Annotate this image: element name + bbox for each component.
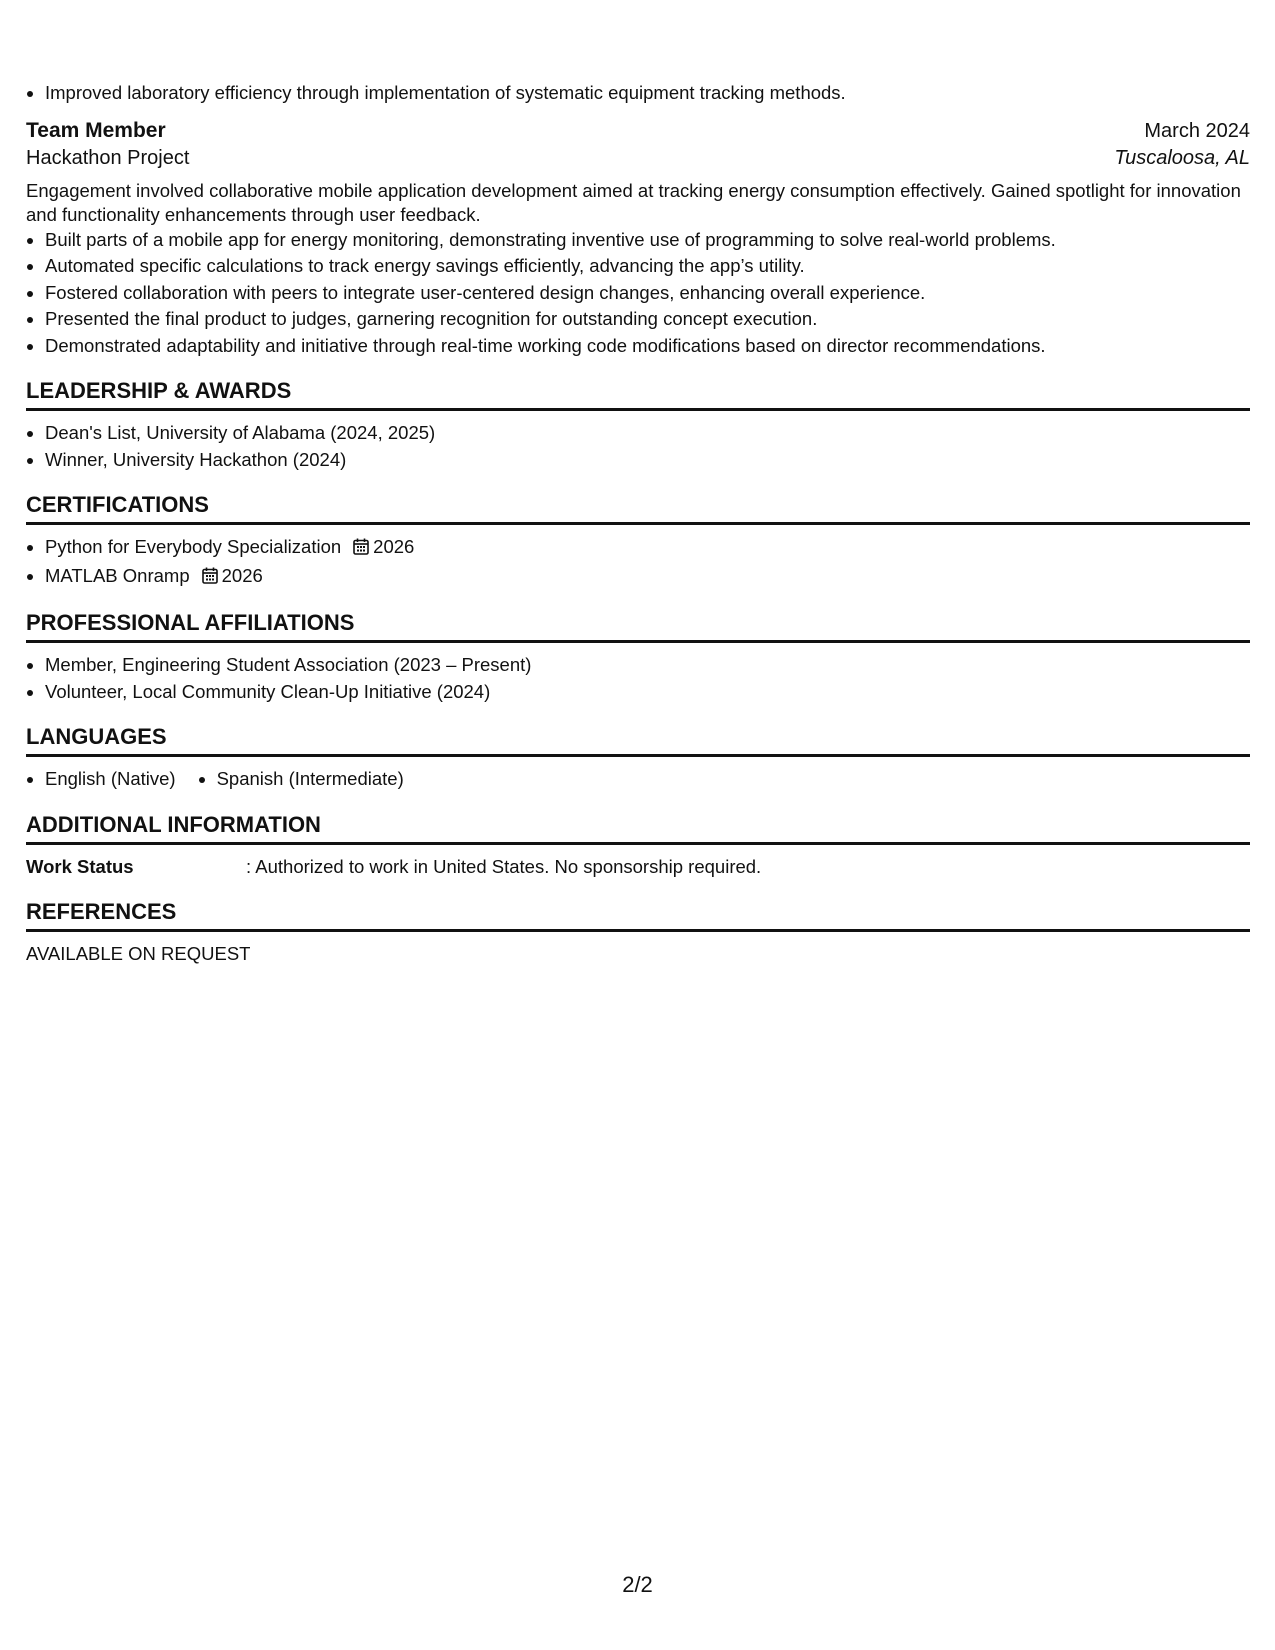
affiliations-list: [26, 652, 1250, 705]
section-heading-certifications: CERTIFICATIONS: [26, 492, 1250, 525]
list-item: Volunteer, Local Community Clean-Up Initiative (2024): [26, 679, 1250, 706]
leadership-list: [26, 420, 1250, 473]
job-location: Tuscaloosa, AL: [1114, 146, 1250, 169]
certification-name: MATLAB Onramp: [45, 564, 190, 586]
list-item: Improved laboratory efficiency through implementation of systematic equipment tracking methods.: [26, 80, 1250, 107]
calendar-icon: [202, 565, 218, 592]
certification-item: [26, 563, 1250, 592]
previous-job-bullets: [26, 80, 1250, 107]
job-subheader: [26, 147, 1250, 170]
list-item: Demonstrated adaptability and initiative through real-time working code modifications based on director recommendations.: [26, 333, 1250, 360]
list-item: Built parts of a mobile app for energy monitoring, demonstrating inventive use of programming to solve real-world problems.: [26, 227, 1250, 254]
section-heading-affiliations: PROFESSIONAL AFFILIATIONS: [26, 610, 1250, 643]
section-heading-languages: LANGUAGES: [26, 724, 1250, 757]
job-date: March 2024: [1144, 119, 1250, 142]
work-status-row: [26, 854, 1250, 880]
resume-page: [26, 80, 1250, 967]
certification-year: 2026: [221, 564, 263, 586]
list-item: Automated specific calculations to track energy savings efficiently, advancing the app’s utility.: [26, 253, 1250, 280]
languages-list: [26, 766, 1250, 793]
job-description: Engagement involved collaborative mobile application development aimed at tracking energy consumption effectively. Gained spotlight for innovation and functionality enhancements through user feedback.: [26, 179, 1241, 225]
certification-item: [26, 534, 1250, 563]
job-organization: Hackathon Project: [26, 146, 190, 169]
list-item: Winner, University Hackathon (2024): [26, 447, 1250, 474]
section-heading-references: REFERENCES: [26, 899, 1250, 932]
work-status-label: Work Status: [26, 855, 134, 877]
calendar-icon: [353, 536, 369, 563]
list-item: Fostered collaboration with peers to integrate user-centered design changes, enhancing overall experience.: [26, 280, 1250, 307]
job-entry: [26, 119, 1250, 360]
language-item: English (Native): [26, 766, 176, 793]
job-title: Team Member: [26, 118, 166, 142]
work-status-value: : Authorized to work in United States. No sponsorship required.: [246, 855, 762, 877]
section-heading-leadership: LEADERSHIP & AWARDS: [26, 378, 1250, 411]
certifications-list: [26, 534, 1250, 591]
job-bullets: [26, 227, 1250, 360]
certification-year: 2026: [373, 536, 415, 557]
language-item: Spanish (Intermediate): [198, 766, 404, 793]
references-text: AVAILABLE ON REQUEST: [26, 942, 251, 964]
list-item: Dean's List, University of Alabama (2024, 2025): [26, 420, 1250, 447]
page-number: 2/2: [622, 1572, 653, 1597]
certification-name: Python for Everybody Specialization: [45, 536, 342, 557]
list-item: Presented the final product to judges, garnering recognition for outstanding concept execution.: [26, 306, 1250, 333]
list-item: Member, Engineering Student Association (2023 – Present): [26, 652, 1250, 679]
job-header: [26, 119, 1250, 143]
section-heading-additional: ADDITIONAL INFORMATION: [26, 812, 1250, 845]
